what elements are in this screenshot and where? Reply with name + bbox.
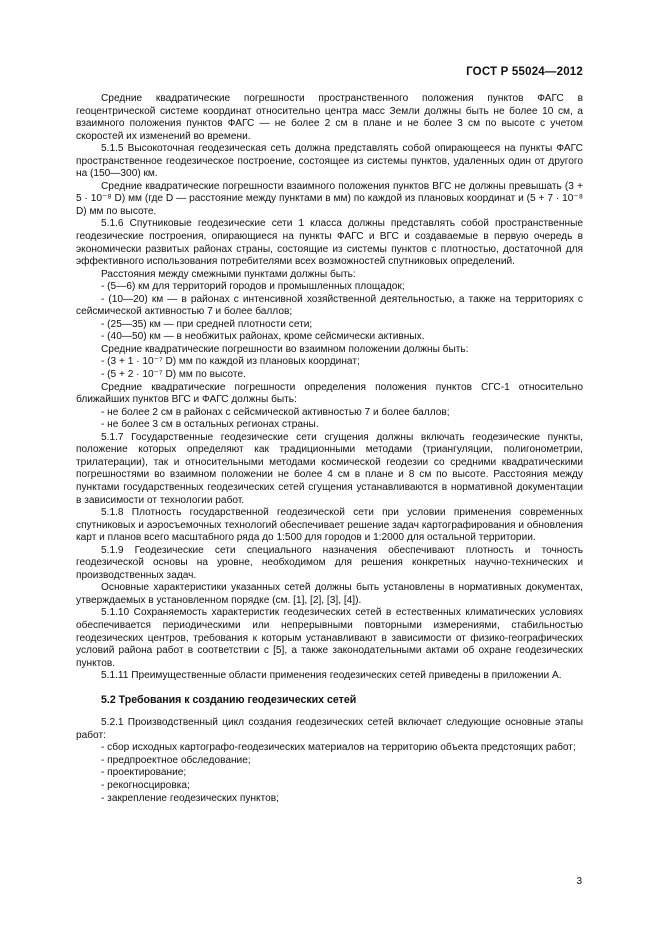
document-header: ГОСТ Р 55024—2012 [466,66,583,78]
list-item: - рекогносцировка; [101,779,190,791]
paragraph: Средние квадратические погрешности определения положения пунктов СГС-1 относительно ближайших пунктов ВГС и ФАГС должны быть: [76,381,583,406]
list-item: - (5 + 2 · 10⁻⁷ D) мм по высоте. [101,369,246,381]
list-item: - не более 2 см в районах с сейсмической активностью 7 и более баллов; [101,406,450,418]
paragraph: 5.1.8 Плотность государственной геодезической сети при условии применения современных спутниковых и аэросъемочных технологий обеспечивает решение задач картографирования и обновления карт и планов всего масштабного ряда до 1:500 для городов и 1:2000 для остальной территории. [76,507,583,544]
list-item: - (5—6) км для территорий городов и промышленных площадок; [101,281,405,293]
paragraph: 5.1.11 Преимущественные области применения геодезических сетей приведены в приложении А. [101,670,562,682]
paragraph: 5.1.6 Спутниковые геодезические сети 1 класса должны представлять собой пространственные геодезические построения, опирающиеся на пункты ФАГС и ВГС и создаваемые в первую очередь в экономически развитых районах страны, состоящие из системы пунктов с плотностью, достаточной для эффективного использования потребителями всех возможностей спутниковых определений. [76,218,583,268]
list-item: - закрепление геодезических пунктов; [101,792,279,804]
list-item: - (40—50) км — в необжитых районах, кроме сейсмически активных. [101,331,425,343]
section-heading: 5.2 Требования к созданию геодезических сетей [101,693,357,706]
paragraph: 5.1.9 Геодезические сети специального назначения обеспечивают плотность и точность геодезической основы на уровне, необходимом для решения конкретных научно-технических и производственных задач. [76,544,583,581]
list-item: - не более 3 см в остальных регионах страны. [101,419,319,431]
paragraph: 5.1.5 Высокоточная геодезическая сеть должна представлять собой опирающееся на пункты ФАГС пространственное геодезическое построение, состоящее из системы пунктов, удаленных один от другого на (150—300) км. [76,143,583,180]
paragraph: Средние квадратические погрешности взаимного положения пунктов ВГС не должны превышать (3 + 5 · 10⁻⁸ D) мм (где D — расстояние между пунктами в мм) по каждой из плановых координат и (5 + 7 · 10⁻⁸ D) мм по высоте. [76,180,583,217]
paragraph: Средние квадратические погрешности пространственного положения пунктов ФАГС в геоцентрической системе координат относительно центра масс Земли должны быть не более 10 см, а взаимного положения пунктов ФАГС — не более 2 см в плане и не более 3 см по высоте с учетом скоростей их изменений во времени. [76,93,583,142]
list-item: - проектирование; [101,767,187,779]
page-number: 3 [576,876,582,887]
paragraph: Расстояния между смежными пунктами должны быть: [101,268,356,280]
list-item: - (25—35) км — при средней плотности сети; [101,318,313,330]
paragraph: Средние квадратические погрешности во взаимном положении должны быть: [101,343,469,355]
list-item: - предпроектное обследование; [101,754,251,766]
paragraph: 5.2.1 Производственный цикл создания геодезических сетей включает следующие основные этапы работ: [76,717,583,741]
document-body [76,93,583,805]
paragraph: Основные характеристики указанных сетей должны быть установлены в нормативных документах, утверждаемых в установленном порядке (см. [1], [2], [3], [4]). [76,582,583,606]
list-item: - (3 + 1 · 10⁻⁷ D) мм по каждой из плановых координат; [101,356,360,368]
paragraph: 5.1.10 Сохраняемость характеристик геодезических сетей в естественных климатических условиях обеспечивается периодическими или непрерывными повторными измерениями, стабильностью геодезических центров, требования к которым устанавливают в зависимости от физико-географических условий района работ в соответствии с [5], а также законодательными актами об охране геодезических пунктов. [76,607,583,669]
paragraph: 5.1.7 Государственные геодезические сети сгущения должны включать геодезические пункты, положение которых определяют как традиционными методами (триангуляции, полигонометрии, трилатерации), так и относительными методами космической геодезии со средними квадратическими погрешностями во взаимном положении не более 4 см в плане и 8 см по высоте. Расстояния между пунктами государственных геодезических сетей сгущения устанавливаются в нормативной документации в зависимости от технологии работ. [76,431,583,506]
list-item: - сбор исходных картографо-геодезических материалов на территорию объекта предстоящих работ; [101,742,576,754]
list-item: - (10—20) км — в районах с интенсивной хозяйственной деятельностью, а также на территориях с сейсмической активностью 7 и более баллов; [76,293,583,318]
